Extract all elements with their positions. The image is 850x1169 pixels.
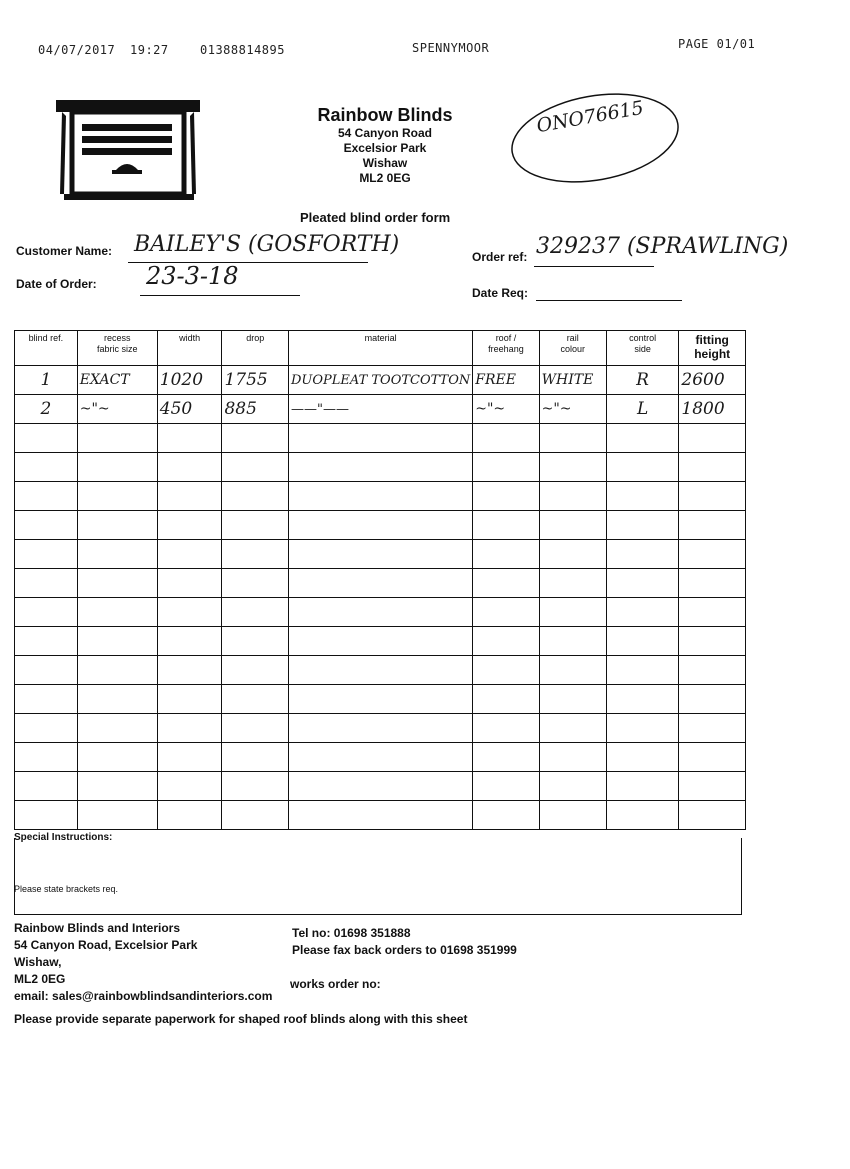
cell-roof-freehang[interactable] bbox=[473, 482, 539, 511]
company-address-line: 54 Canyon Road bbox=[337, 126, 433, 140]
date-of-order-value[interactable]: 23-3-18 bbox=[146, 262, 239, 290]
cell-material[interactable] bbox=[289, 511, 473, 540]
cell-rail-colour[interactable] bbox=[539, 627, 606, 656]
cell-width[interactable]: 450 bbox=[157, 395, 222, 424]
form-title: Pleated blind order form bbox=[300, 210, 451, 225]
cell-roof-freehang[interactable]: ~"~ bbox=[473, 395, 539, 424]
cell-width[interactable] bbox=[157, 743, 222, 772]
cell-rail-colour[interactable] bbox=[539, 714, 606, 743]
cell-fitting-height[interactable] bbox=[679, 540, 746, 569]
footer-email[interactable]: email: sales@rainbowblindsandinteriors.com bbox=[14, 989, 273, 1003]
date-of-order-label: Date of Order: bbox=[16, 277, 97, 291]
cell-material[interactable] bbox=[289, 424, 473, 453]
cell-blind-ref[interactable] bbox=[15, 714, 78, 743]
cell-control-side[interactable] bbox=[606, 801, 679, 830]
date-req-label: Date Req: bbox=[472, 286, 529, 300]
cell-blind-ref[interactable] bbox=[15, 685, 78, 714]
order-ref-value[interactable]: 329237 (SPRAWLING) bbox=[536, 234, 789, 259]
cell-fitting-height[interactable] bbox=[679, 511, 746, 540]
footer-tel: Tel no: 01698 351888 bbox=[292, 926, 411, 940]
cell-blind-ref[interactable]: 2 bbox=[15, 395, 78, 424]
cell-rail-colour[interactable] bbox=[539, 656, 606, 685]
brackets-note: Please state brackets req. bbox=[14, 884, 119, 894]
cell-control-side[interactable] bbox=[606, 540, 679, 569]
fax-number: 01388814895 bbox=[200, 43, 285, 57]
cell-blind-ref[interactable] bbox=[15, 569, 78, 598]
header-control-side: control side bbox=[606, 331, 679, 366]
cell-width[interactable] bbox=[157, 540, 222, 569]
cell-rail-colour[interactable] bbox=[539, 772, 606, 801]
cell-drop[interactable] bbox=[222, 801, 289, 830]
cell-width[interactable] bbox=[157, 714, 222, 743]
company-name: Rainbow Blinds bbox=[317, 105, 453, 125]
cell-fitting-height[interactable] bbox=[679, 714, 746, 743]
company-address-line: Excelsior Park bbox=[343, 141, 427, 155]
blind-logo-icon bbox=[52, 96, 204, 204]
table-row bbox=[15, 772, 746, 801]
cell-rail-colour[interactable] bbox=[539, 569, 606, 598]
cell-recess-fabric-size[interactable] bbox=[77, 598, 157, 627]
cell-recess-fabric-size[interactable] bbox=[77, 482, 157, 511]
cell-control-side[interactable] bbox=[606, 424, 679, 453]
cell-width[interactable] bbox=[157, 511, 222, 540]
table-row bbox=[15, 453, 746, 482]
cell-material[interactable] bbox=[289, 453, 473, 482]
cell-rail-colour[interactable] bbox=[539, 801, 606, 830]
cell-drop[interactable] bbox=[222, 598, 289, 627]
cell-width[interactable] bbox=[157, 598, 222, 627]
cell-blind-ref[interactable] bbox=[15, 453, 78, 482]
table-row bbox=[15, 801, 746, 830]
cell-roof-freehang[interactable] bbox=[473, 772, 539, 801]
cell-roof-freehang[interactable] bbox=[473, 540, 539, 569]
cell-material[interactable] bbox=[289, 540, 473, 569]
cell-fitting-height[interactable] bbox=[679, 743, 746, 772]
cell-roof-freehang[interactable] bbox=[473, 801, 539, 830]
cell-drop[interactable] bbox=[222, 482, 289, 511]
cell-blind-ref[interactable] bbox=[15, 598, 78, 627]
cell-control-side[interactable] bbox=[606, 569, 679, 598]
special-instructions-box bbox=[14, 838, 742, 915]
cell-control-side[interactable] bbox=[606, 627, 679, 656]
table-row bbox=[15, 627, 746, 656]
cell-control-side[interactable] bbox=[606, 511, 679, 540]
cell-control-side[interactable] bbox=[606, 685, 679, 714]
cell-roof-freehang[interactable] bbox=[473, 714, 539, 743]
cell-roof-freehang[interactable] bbox=[473, 453, 539, 482]
table-row bbox=[15, 656, 746, 685]
cell-width[interactable] bbox=[157, 685, 222, 714]
cell-recess-fabric-size[interactable] bbox=[77, 424, 157, 453]
footer-line: 54 Canyon Road, Excelsior Park bbox=[14, 938, 198, 952]
date-of-order-underline bbox=[140, 295, 300, 296]
fax-time: 19:27 bbox=[130, 43, 169, 57]
table-row bbox=[15, 395, 746, 424]
cell-width[interactable] bbox=[157, 656, 222, 685]
cell-fitting-height[interactable] bbox=[679, 482, 746, 511]
cell-recess-fabric-size[interactable] bbox=[77, 656, 157, 685]
cell-drop[interactable]: 885 bbox=[222, 395, 289, 424]
table-row bbox=[15, 714, 746, 743]
cell-width[interactable] bbox=[157, 627, 222, 656]
cell-material[interactable] bbox=[289, 714, 473, 743]
cell-roof-freehang[interactable] bbox=[473, 511, 539, 540]
footer-fax: Please fax back orders to 01698 351999 bbox=[292, 943, 517, 957]
cell-recess-fabric-size[interactable]: ~"~ bbox=[77, 395, 157, 424]
table-row bbox=[15, 511, 746, 540]
cell-drop[interactable] bbox=[222, 511, 289, 540]
cell-rail-colour[interactable] bbox=[539, 540, 606, 569]
cell-fitting-height[interactable] bbox=[679, 569, 746, 598]
cell-width[interactable] bbox=[157, 424, 222, 453]
cell-blind-ref[interactable] bbox=[15, 627, 78, 656]
table-header-row bbox=[15, 331, 746, 366]
table-row bbox=[15, 685, 746, 714]
cell-fitting-height[interactable] bbox=[679, 685, 746, 714]
cell-roof-freehang[interactable] bbox=[473, 743, 539, 772]
cell-rail-colour[interactable] bbox=[539, 511, 606, 540]
table-row bbox=[15, 743, 746, 772]
cell-material[interactable] bbox=[289, 801, 473, 830]
header-fitting-height: fitting height bbox=[679, 331, 746, 366]
cell-roof-freehang[interactable] bbox=[473, 569, 539, 598]
cell-recess-fabric-size[interactable] bbox=[77, 801, 157, 830]
cell-material[interactable]: ——"—— bbox=[289, 395, 473, 424]
cell-material[interactable] bbox=[289, 627, 473, 656]
header-rail-colour: rail colour bbox=[539, 331, 606, 366]
footer-line: Rainbow Blinds and Interiors bbox=[14, 921, 181, 935]
cell-control-side[interactable] bbox=[606, 656, 679, 685]
cell-rail-colour[interactable] bbox=[539, 685, 606, 714]
table-row bbox=[15, 366, 746, 395]
cell-material[interactable]: DUOPLEAT TOOTCOTTON bbox=[289, 366, 473, 395]
cell-material[interactable] bbox=[289, 569, 473, 598]
order-ref-label: Order ref: bbox=[472, 250, 528, 264]
footer-note: Please provide separate paperwork for shaped roof blinds along with this sheet bbox=[14, 1012, 468, 1026]
cell-control-side[interactable]: R bbox=[606, 366, 679, 395]
order-number-stamp: ONO76615 bbox=[534, 96, 646, 138]
customer-name-label: Customer Name: bbox=[16, 244, 113, 258]
cell-roof-freehang[interactable] bbox=[473, 627, 539, 656]
cell-fitting-height[interactable] bbox=[679, 656, 746, 685]
table-row bbox=[15, 598, 746, 627]
header-width: width bbox=[157, 331, 222, 366]
cell-blind-ref[interactable] bbox=[15, 656, 78, 685]
cell-blind-ref[interactable] bbox=[15, 482, 78, 511]
cell-drop[interactable] bbox=[222, 627, 289, 656]
cell-material[interactable] bbox=[289, 685, 473, 714]
cell-recess-fabric-size[interactable] bbox=[77, 627, 157, 656]
cell-recess-fabric-size[interactable]: EXACT bbox=[77, 366, 157, 395]
table-body bbox=[15, 366, 746, 830]
cell-drop[interactable] bbox=[222, 743, 289, 772]
cell-rail-colour[interactable] bbox=[539, 743, 606, 772]
cell-recess-fabric-size[interactable] bbox=[77, 569, 157, 598]
header-roof-freehang: roof / freehang bbox=[473, 331, 539, 366]
cell-width[interactable]: 1020 bbox=[157, 366, 222, 395]
cell-fitting-height[interactable]: 2600 bbox=[679, 366, 746, 395]
cell-blind-ref[interactable] bbox=[15, 511, 78, 540]
cell-recess-fabric-size[interactable] bbox=[77, 511, 157, 540]
cell-control-side[interactable] bbox=[606, 598, 679, 627]
cell-recess-fabric-size[interactable] bbox=[77, 540, 157, 569]
cell-roof-freehang[interactable]: FREE bbox=[473, 366, 539, 395]
cell-material[interactable] bbox=[289, 772, 473, 801]
cell-roof-freehang[interactable] bbox=[473, 598, 539, 627]
cell-fitting-height[interactable] bbox=[679, 424, 746, 453]
cell-drop[interactable] bbox=[222, 569, 289, 598]
cell-recess-fabric-size[interactable] bbox=[77, 453, 157, 482]
header-drop: drop bbox=[222, 331, 289, 366]
cell-blind-ref[interactable] bbox=[15, 743, 78, 772]
fax-location: SPENNYMOOR bbox=[412, 41, 490, 55]
cell-drop[interactable] bbox=[222, 772, 289, 801]
cell-drop[interactable] bbox=[222, 540, 289, 569]
cell-recess-fabric-size[interactable] bbox=[77, 772, 157, 801]
cell-recess-fabric-size[interactable] bbox=[77, 714, 157, 743]
works-order-label: works order no: bbox=[290, 977, 381, 991]
order-ref-underline bbox=[534, 266, 654, 267]
cell-width[interactable] bbox=[157, 772, 222, 801]
cell-material[interactable] bbox=[289, 743, 473, 772]
cell-blind-ref[interactable] bbox=[15, 772, 78, 801]
cell-blind-ref[interactable]: 1 bbox=[15, 366, 78, 395]
footer-address-block bbox=[14, 920, 272, 1005]
cell-drop[interactable]: 1755 bbox=[222, 366, 289, 395]
header-material: material bbox=[289, 331, 473, 366]
cell-width[interactable] bbox=[157, 801, 222, 830]
fax-page: PAGE 01/01 bbox=[678, 37, 756, 51]
cell-roof-freehang[interactable] bbox=[473, 685, 539, 714]
cell-drop[interactable] bbox=[222, 424, 289, 453]
cell-width[interactable] bbox=[157, 569, 222, 598]
company-block bbox=[290, 104, 480, 186]
table-row bbox=[15, 482, 746, 511]
cell-fitting-height[interactable] bbox=[679, 801, 746, 830]
company-address-line: ML2 0EG bbox=[359, 171, 411, 185]
cell-fitting-height[interactable] bbox=[679, 598, 746, 627]
cell-blind-ref[interactable] bbox=[15, 540, 78, 569]
footer-line: Wishaw, bbox=[14, 955, 62, 969]
footer-line: ML2 0EG bbox=[14, 972, 66, 986]
cell-width[interactable] bbox=[157, 482, 222, 511]
cell-fitting-height[interactable] bbox=[679, 453, 746, 482]
cell-blind-ref[interactable] bbox=[15, 801, 78, 830]
order-number-circle bbox=[505, 82, 685, 192]
order-table bbox=[14, 330, 746, 830]
customer-name-value[interactable]: BAILEY'S (GOSFORTH) bbox=[134, 232, 400, 257]
cell-recess-fabric-size[interactable] bbox=[77, 685, 157, 714]
cell-rail-colour[interactable] bbox=[539, 453, 606, 482]
header-recess-fabric-size: recess fabric size bbox=[77, 331, 157, 366]
cell-material[interactable] bbox=[289, 482, 473, 511]
cell-drop[interactable] bbox=[222, 714, 289, 743]
fax-date: 04/07/2017 bbox=[38, 43, 116, 57]
date-req-underline bbox=[536, 300, 682, 301]
cell-recess-fabric-size[interactable] bbox=[77, 743, 157, 772]
cell-control-side[interactable] bbox=[606, 743, 679, 772]
cell-rail-colour[interactable]: ~"~ bbox=[539, 395, 606, 424]
table-row bbox=[15, 540, 746, 569]
cell-material[interactable] bbox=[289, 598, 473, 627]
table-row bbox=[15, 424, 746, 453]
cell-fitting-height[interactable]: 1800 bbox=[679, 395, 746, 424]
header-blind-ref: blind ref. bbox=[15, 331, 78, 366]
cell-rail-colour[interactable] bbox=[539, 482, 606, 511]
cell-material[interactable] bbox=[289, 656, 473, 685]
cell-roof-freehang[interactable] bbox=[473, 656, 539, 685]
table-row bbox=[15, 569, 746, 598]
cell-control-side[interactable] bbox=[606, 772, 679, 801]
cell-blind-ref[interactable] bbox=[15, 424, 78, 453]
cell-control-side[interactable]: L bbox=[606, 395, 679, 424]
cell-control-side[interactable] bbox=[606, 453, 679, 482]
cell-width[interactable] bbox=[157, 453, 222, 482]
company-address-line: Wishaw bbox=[362, 156, 408, 170]
cell-fitting-height[interactable] bbox=[679, 627, 746, 656]
cell-rail-colour[interactable] bbox=[539, 598, 606, 627]
cell-rail-colour[interactable] bbox=[539, 424, 606, 453]
cell-rail-colour[interactable]: WHITE bbox=[539, 366, 606, 395]
cell-roof-freehang[interactable] bbox=[473, 424, 539, 453]
special-instructions-label: Special Instructions: bbox=[14, 832, 113, 843]
cell-control-side[interactable] bbox=[606, 714, 679, 743]
cell-drop[interactable] bbox=[222, 656, 289, 685]
cell-drop[interactable] bbox=[222, 685, 289, 714]
cell-fitting-height[interactable] bbox=[679, 772, 746, 801]
cell-control-side[interactable] bbox=[606, 482, 679, 511]
cell-drop[interactable] bbox=[222, 453, 289, 482]
